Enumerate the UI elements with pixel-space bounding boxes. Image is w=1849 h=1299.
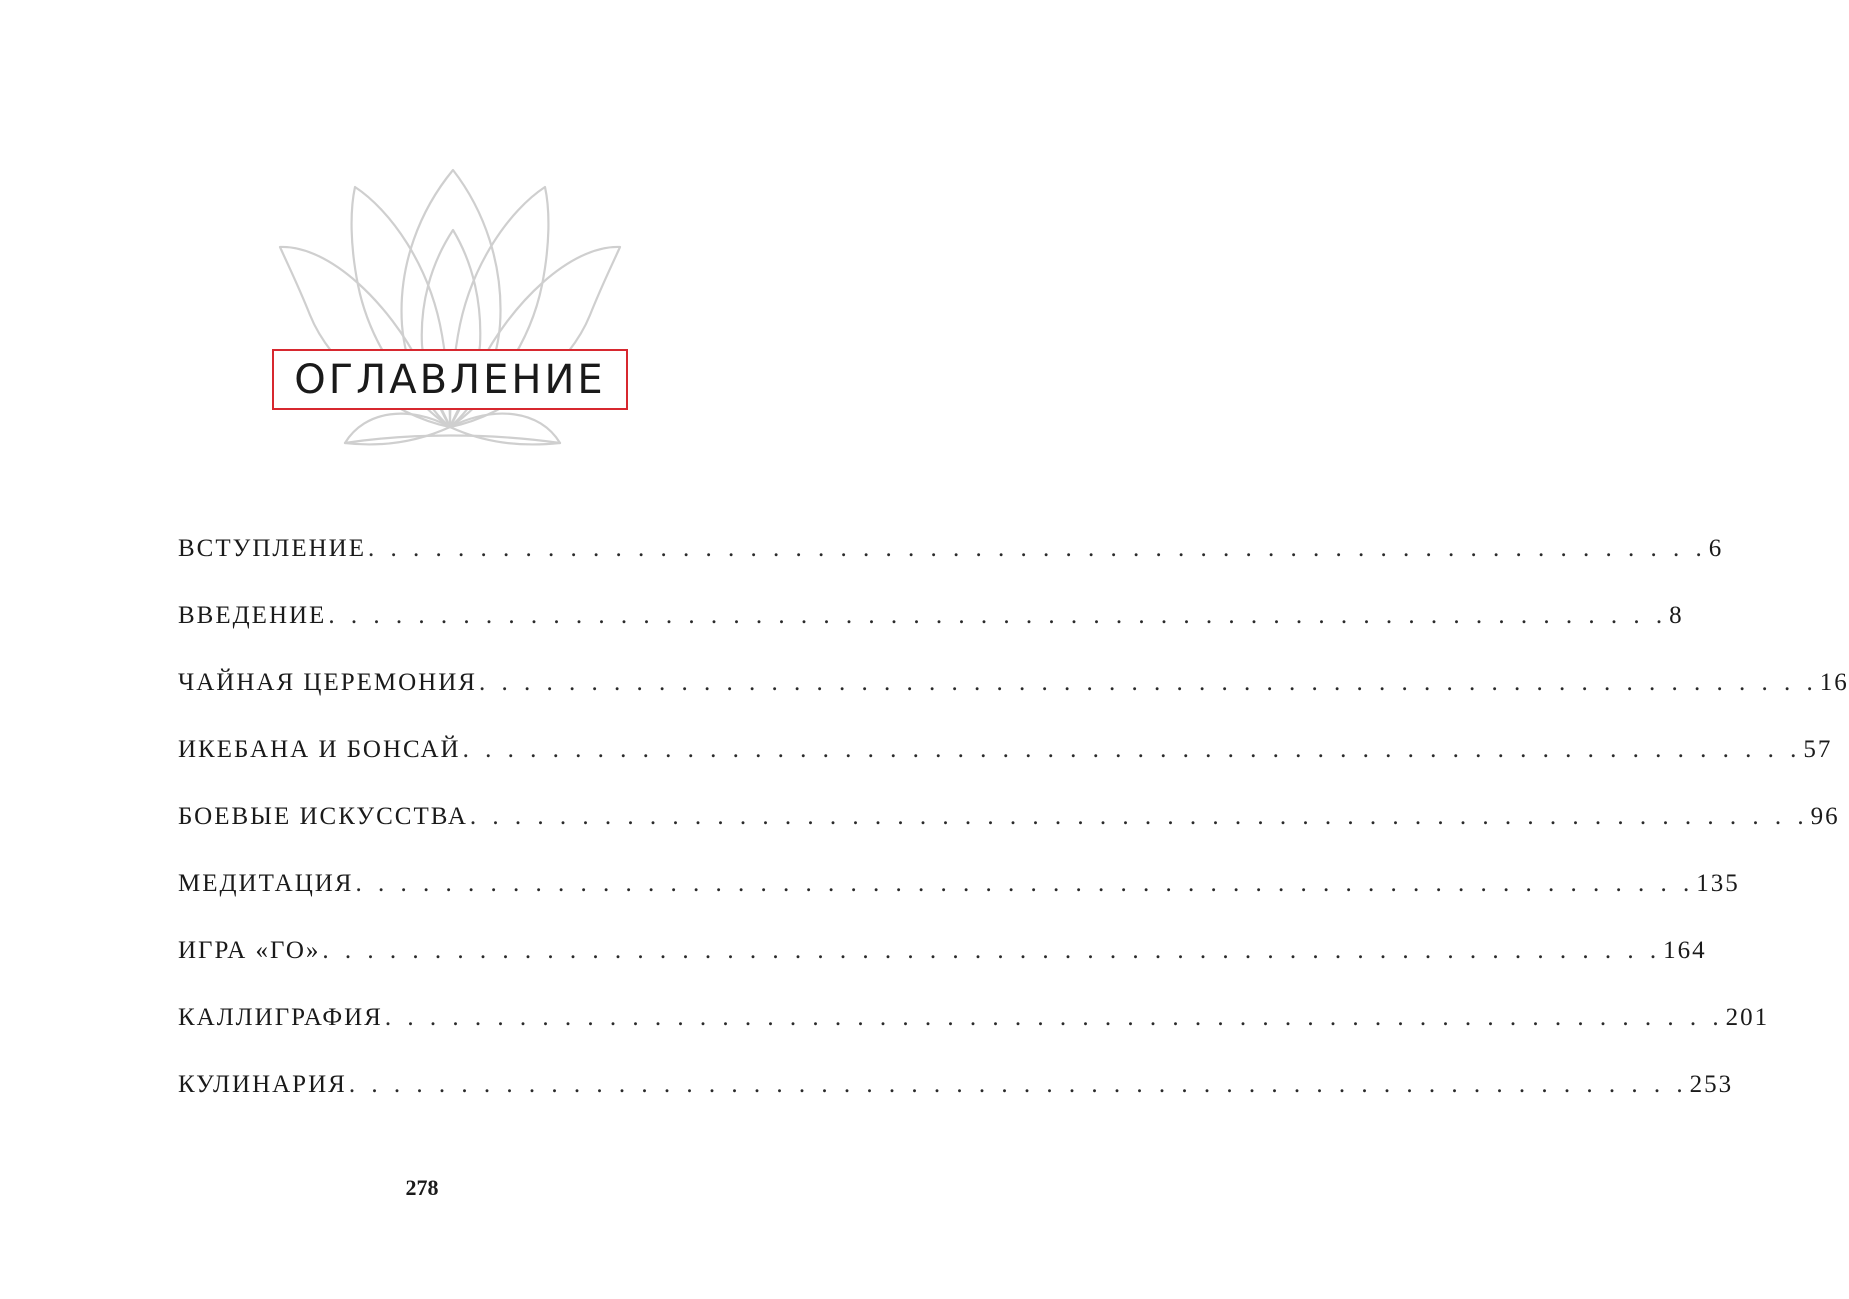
- dot-leader: . . . . . . . . . . . . . . . . . . . . . . . . . . . . . . . . . . . . . . . . . . . . . . . . . . . . . . . . . . . .: [478, 669, 1818, 696]
- page-number: 278: [405, 1175, 439, 1200]
- dot-leader: . . . . . . . . . . . . . . . . . . . . . . . . . . . . . . . . . . . . . . . . . . . . . . . . . . . . . . . . . . . .: [348, 1071, 1688, 1098]
- table-of-contents: [178, 535, 1849, 1138]
- toc-entry-title: МЕДИТАЦИЯ: [178, 870, 354, 897]
- toc-entry-page: 201: [1725, 1004, 1770, 1031]
- toc-entry[interactable]: [178, 602, 1684, 669]
- page-title: ОГЛАВЛЕНИЕ: [294, 356, 606, 403]
- dot-leader: . . . . . . . . . . . . . . . . . . . . . . . . . . . . . . . . . . . . . . . . . . . . . . . . . . . . . . . . . . . .: [328, 602, 1668, 629]
- toc-entry-page: 8: [1669, 602, 1684, 629]
- toc-entry-page: 164: [1663, 937, 1707, 964]
- toc-entry-title: ВСТУПЛЕНИЕ: [178, 535, 366, 562]
- toc-entry-page: 16: [1819, 669, 1849, 696]
- dot-leader: . . . . . . . . . . . . . . . . . . . . . . . . . . . . . . . . . . . . . . . . . . . . . . . . . . . . . . . . . . . .: [355, 870, 1695, 897]
- toc-entry-title: ВВЕДЕНИЕ: [178, 602, 327, 629]
- toc-entry-title: КАЛЛИГРАФИЯ: [178, 1004, 383, 1031]
- toc-entry-page: 135: [1696, 870, 1740, 897]
- toc-entry[interactable]: [178, 1004, 1770, 1071]
- toc-entry[interactable]: [178, 736, 1833, 803]
- lotus-icon: [270, 165, 630, 455]
- toc-entry[interactable]: [178, 669, 1849, 736]
- toc-entry-title: ИГРА «ГО»: [178, 937, 321, 964]
- toc-entry-page: 57: [1803, 736, 1833, 763]
- dot-leader: . . . . . . . . . . . . . . . . . . . . . . . . . . . . . . . . . . . . . . . . . . . . . . . . . . . . . . . . . . . .: [322, 937, 1662, 964]
- toc-entry-page: 6: [1708, 535, 1724, 562]
- dot-leader: . . . . . . . . . . . . . . . . . . . . . . . . . . . . . . . . . . . . . . . . . . . . . . . . . . . . . . . . . . . .: [469, 803, 1809, 830]
- dot-leader: . . . . . . . . . . . . . . . . . . . . . . . . . . . . . . . . . . . . . . . . . . . . . . . . . . . . . . . . . . . .: [384, 1004, 1724, 1031]
- toc-entry-title: КУЛИНАРИЯ: [178, 1071, 347, 1098]
- dot-leader: . . . . . . . . . . . . . . . . . . . . . . . . . . . . . . . . . . . . . . . . . . . . . . . . . . . . . . . . . . . .: [367, 535, 1707, 562]
- title-frame: [272, 349, 628, 410]
- toc-entry-title: ЧАЙНАЯ ЦЕРЕМОНИЯ: [178, 669, 477, 696]
- toc-entry[interactable]: [178, 1071, 1734, 1138]
- toc-entry[interactable]: [178, 937, 1707, 1004]
- toc-entry-title: БОЕВЫЕ ИСКУССТВА: [178, 803, 468, 830]
- dot-leader: . . . . . . . . . . . . . . . . . . . . . . . . . . . . . . . . . . . . . . . . . . . . . . . . . . . . . . . . . . . .: [462, 736, 1802, 763]
- toc-entry-page: 253: [1689, 1071, 1734, 1098]
- toc-entry-title: ИКЕБАНА И БОНСАЙ: [178, 736, 461, 763]
- toc-entry[interactable]: [178, 870, 1740, 937]
- toc-entry[interactable]: [178, 803, 1840, 870]
- toc-entry[interactable]: [178, 535, 1724, 602]
- toc-entry-page: 96: [1810, 803, 1840, 830]
